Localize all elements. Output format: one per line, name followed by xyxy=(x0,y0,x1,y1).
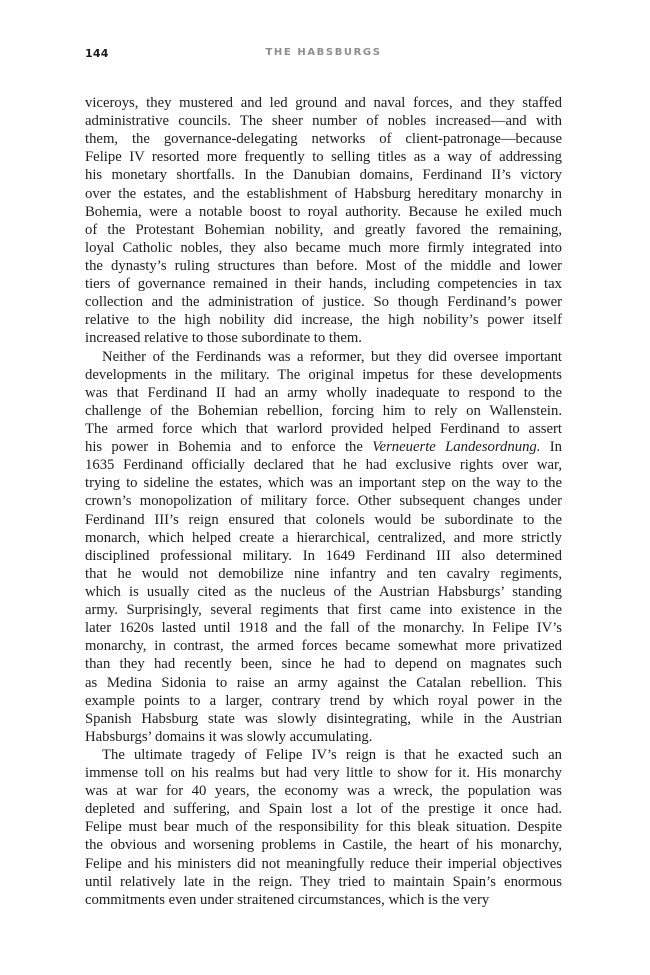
text-line xyxy=(85,764,562,782)
text-line xyxy=(85,547,562,565)
text-segment: was at war for 40 years, the economy was a wreck, the population was xyxy=(85,783,562,800)
text-line xyxy=(85,746,562,764)
text-line xyxy=(85,275,562,293)
running-head xyxy=(85,47,562,63)
text-segment: Habsburgs’ domains it was slowly accumulating. xyxy=(85,728,373,745)
text-segment: The ultimate tragedy of Felipe IV’s reign is that he exacted such an xyxy=(102,746,562,763)
text-line xyxy=(85,166,562,184)
text-line xyxy=(85,348,562,366)
text-line xyxy=(85,293,562,311)
text-segment: trying to sideline the estates, which was an important step on the way to the xyxy=(85,475,562,492)
italic-title: Verneuerte Landesordnung. xyxy=(372,439,541,456)
body-text xyxy=(85,94,562,909)
text-segment: crown’s monopolization of military force. Other subsequent changes under xyxy=(85,493,562,510)
text-segment: them, the governance-delegating networks of client-patronage—because xyxy=(85,131,562,148)
text-segment: Bohemia, were a notable boost to royal authority. Because he exiled much xyxy=(85,203,562,220)
text-line xyxy=(85,565,562,583)
text-line xyxy=(85,601,562,619)
text-line xyxy=(85,619,562,637)
text-segment: disciplined professional military. In 1649 Ferdinand III also determined xyxy=(85,547,562,564)
text-line xyxy=(85,311,562,329)
text-line xyxy=(85,420,562,438)
running-title: THE HABSBURGS xyxy=(265,47,382,58)
text-line xyxy=(85,257,562,275)
text-segment: as Medina Sidonia to raise an army against the Catalan rebellion. This xyxy=(85,674,562,691)
text-segment: loyal Catholic nobles, they also became much more firmly integrated into xyxy=(85,239,562,256)
text-line xyxy=(85,130,562,148)
paragraph xyxy=(85,348,562,746)
text-segment: administrative councils. The sheer number of nobles increased—and with xyxy=(85,113,562,130)
text-line xyxy=(85,329,562,347)
text-segment: The armed force which that warlord provided helped Ferdinand to assert xyxy=(85,420,562,437)
text-segment: Spanish Habsburg state was slowly disintegrating, while in the Austrian xyxy=(85,710,562,727)
text-segment: that he would not demobilize nine infantry and ten cavalry regiments, xyxy=(85,565,562,582)
text-line xyxy=(85,655,562,673)
text-segment: monarch, which helped create a hierarchical, centralized, and more strictly xyxy=(85,529,562,546)
text-line xyxy=(85,492,562,510)
text-line xyxy=(85,692,562,710)
text-line xyxy=(85,818,562,836)
text-line xyxy=(85,800,562,818)
text-line xyxy=(85,474,562,492)
text-line xyxy=(85,456,562,474)
text-segment: Neither of the Ferdinands was a reformer, but they did oversee important xyxy=(102,348,562,365)
text-segment: viceroys, they mustered and led ground and naval forces, and they staffed xyxy=(85,95,562,111)
text-line xyxy=(85,239,562,257)
text-segment: later 1620s lasted until 1918 and the fall of the monarchy. In Felipe IV’s xyxy=(85,620,562,637)
text-segment: the obvious and worsening problems in Castile, the heart of his monarchy, xyxy=(85,837,562,854)
text-line xyxy=(85,710,562,728)
text-segment: the dynasty’s ruling structures than before. Most of the middle and lower xyxy=(85,257,562,274)
text-segment: example points to a larger, contrary trend by which royal power in the xyxy=(85,692,562,709)
text-segment: Felipe and his ministers did not meaningfully reduce their imperial objectives xyxy=(85,855,562,872)
text-segment: depleted and suffering, and Spain lost a lot of the prestige it once had. xyxy=(85,801,562,818)
text-line xyxy=(85,94,562,112)
text-segment: over the estates, and the establishment of Habsburg hereditary monarchy in xyxy=(85,185,562,202)
text-line xyxy=(85,203,562,221)
text-line xyxy=(85,583,562,601)
text-segment: Felipe IV resorted more frequently to selling titles as a way of addressing xyxy=(85,149,562,166)
text-line xyxy=(85,384,562,402)
text-segment: until relatively late in the reign. They tried to maintain Spain’s enormous xyxy=(85,873,562,890)
text-line xyxy=(85,637,562,655)
text-segment: army. Surprisingly, several regiments that first came into existence in the xyxy=(85,602,562,619)
text-line xyxy=(85,511,562,529)
text-segment: immense toll on his realms but had very little to show for it. His monarchy xyxy=(85,765,562,782)
text-line xyxy=(85,221,562,239)
text-segment: which is usually cited as the nucleus of the Austrian Habsburgs’ standing xyxy=(85,583,562,600)
paragraph xyxy=(85,746,562,909)
text-segment: challenge of the Bohemian rebellion, forcing him to rely on Wallenstein. xyxy=(85,402,562,419)
text-line xyxy=(85,148,562,166)
text-segment: was that Ferdinand II had an army wholly inadequate to respond to the xyxy=(85,384,562,401)
text-line xyxy=(85,529,562,547)
text-segment: 1635 Ferdinand officially declared that he had exclusive rights over war, xyxy=(85,457,562,474)
text-segment: commitments even under straitened circumstances, which is the very xyxy=(85,891,490,908)
text-line xyxy=(85,402,562,420)
text-line xyxy=(85,112,562,130)
text-segment: collection and the administration of justice. So though Ferdinand’s power xyxy=(85,294,562,311)
text-line xyxy=(85,185,562,203)
text-segment: of the Protestant Bohemian nobility, and greatly favored the remaining, xyxy=(85,221,562,238)
text-segment: monarchy, in contrast, the armed forces became somewhat more privatized xyxy=(85,638,562,655)
text-segment: Felipe must bear much of the responsibility for this bleak situation. Despite xyxy=(85,819,562,836)
paragraph xyxy=(85,94,562,348)
text-segment: relative to the high nobility did increase, the high nobility’s power itself xyxy=(85,312,562,329)
text-line xyxy=(85,728,562,746)
text-line xyxy=(85,438,562,456)
text-segment: his monetary shortfalls. In the Danubian domains, Ferdinand II’s victory xyxy=(85,167,562,184)
text-line xyxy=(85,366,562,384)
text-segment: his power in Bohemia and to enforce the xyxy=(85,439,373,456)
text-segment: tiers of governance remained in their hands, including competencies in tax xyxy=(85,276,562,293)
text-line xyxy=(85,891,562,909)
text-line xyxy=(85,873,562,891)
text-segment: In xyxy=(540,439,562,456)
page-number: 144 xyxy=(85,47,109,60)
text-segment: than they had recently been, since he had to depend on magnates such xyxy=(85,656,562,673)
text-line xyxy=(85,836,562,854)
text-segment: developments in the military. The original impetus for these developments xyxy=(85,366,562,383)
text-segment: increased relative to those subordinate to them. xyxy=(85,330,362,347)
text-line xyxy=(85,782,562,800)
text-line xyxy=(85,674,562,692)
text-segment: Ferdinand III’s reign ensured that colonels would be subordinate to the xyxy=(85,511,562,528)
text-line xyxy=(85,855,562,873)
